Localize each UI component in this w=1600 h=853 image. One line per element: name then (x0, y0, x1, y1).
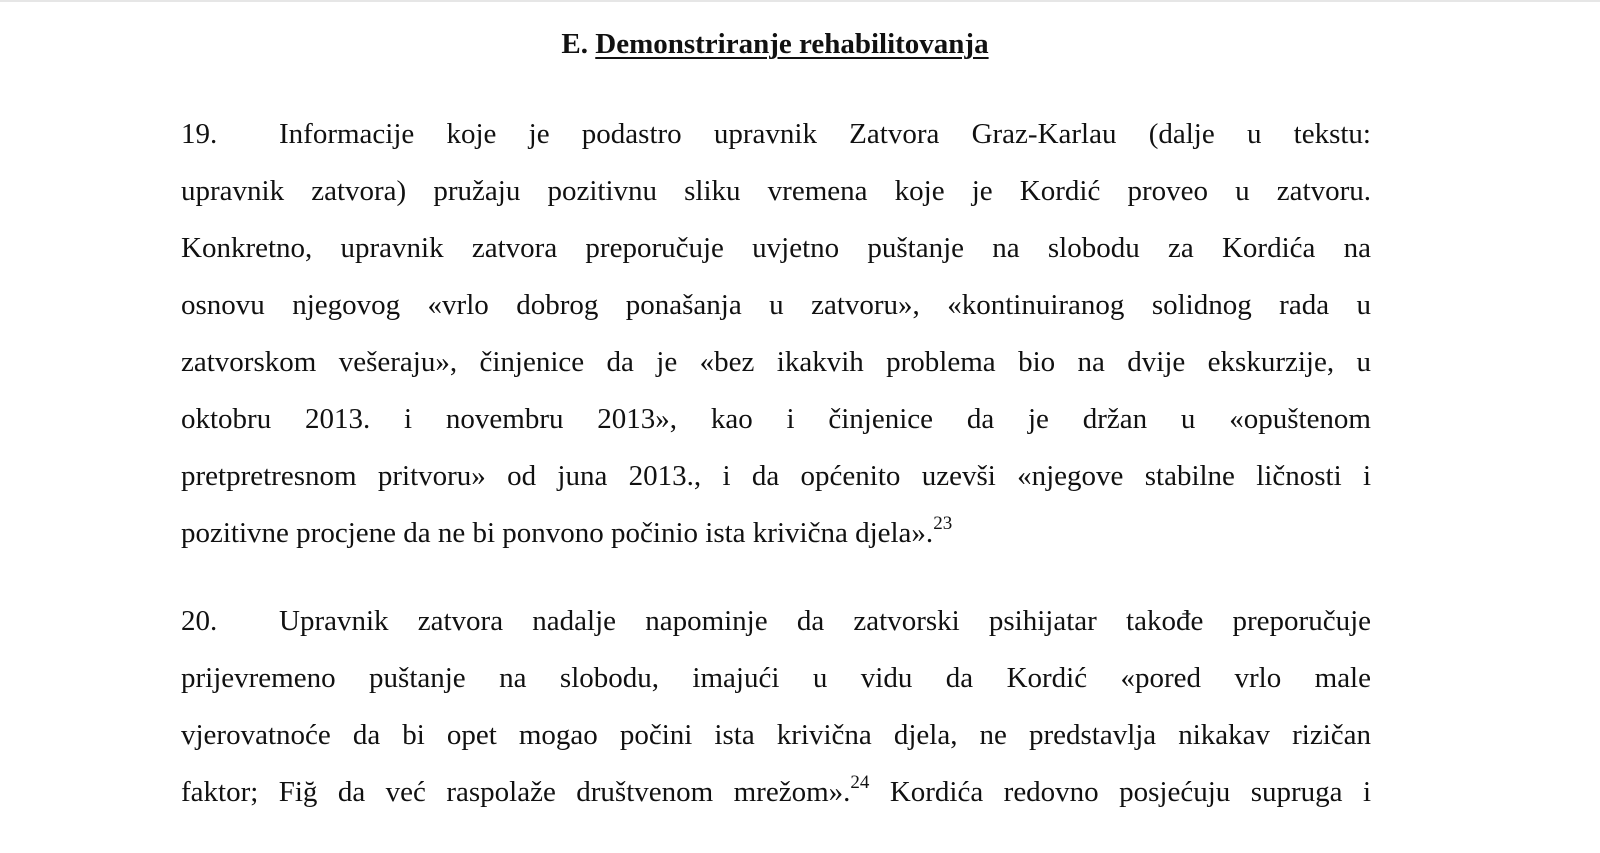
paragraph-number: 19. (181, 118, 218, 150)
paragraph-line: faktor; Fiğ da već raspolaže društvenom mrežom».$^{24}$ Kordića redovno posjećuju supruga i (181, 772, 1372, 808)
paragraph-line: osnovu njegovog «vrlo dobrog ponašanja u zatvoru», «kontinuiranog solidnog rada u (181, 289, 1371, 321)
paragraph-line: 19. Informacije koje je podastro upravnik Zatvora Graz-Karlau (dalje u tekstu: (181, 106, 1371, 163)
section-letter: E. (561, 28, 588, 60)
paragraph-line: upravnik zatvora) pružaju pozitivnu sliku vremena koje je Kordić proveo u zatvoru. (181, 175, 1371, 207)
paragraph-line: zatvorskom vešeraju», činjenice da je «bez ikakvih problema bio na dvije ekskurzije, u (181, 346, 1371, 378)
paragraph-line: pretpretresnom pritvoru» od juna 2013., i da općenito uzevši «njegove stabilne ličnosti i (181, 460, 1371, 492)
paragraph-line: prijevremeno puštanje na slobodu, imajući u vidu da Kordić «pored vrlo male (181, 662, 1371, 694)
section-title: Demonstriranje rehabilitovanja (595, 28, 989, 60)
paragraph-line: 20. Upravnik zatvora nadalje napominje da zatvorski psihijatar takođe preporučuje (181, 593, 1371, 650)
paragraph-number: 20. (181, 605, 218, 637)
top-divider (0, 0, 1600, 2)
footnote-ref-23[interactable]: 23 (933, 513, 953, 534)
paragraph-20 (181, 593, 1371, 821)
paragraph-line: Konkretno, upravnik zatvora preporučuje uvjetno puštanje na slobodu za Kordića na (181, 232, 1371, 264)
section-heading (0, 26, 1550, 62)
paragraph-line: oktobru 2013. i novembru 2013», kao i činjenice da je držan u «opuštenom (181, 403, 1371, 435)
paragraph-19 (181, 106, 1371, 562)
footnote-ref-24[interactable]: 24 (850, 772, 870, 793)
paragraph-line: vjerovatnoće da bi opet mogao počini ista krivična djela, ne predstavlja nikakav rizičan (181, 719, 1371, 751)
paragraph-line: pozitivne procjene da ne bi ponvono počinio ista krivična djela».$^{23}$ (181, 513, 953, 549)
